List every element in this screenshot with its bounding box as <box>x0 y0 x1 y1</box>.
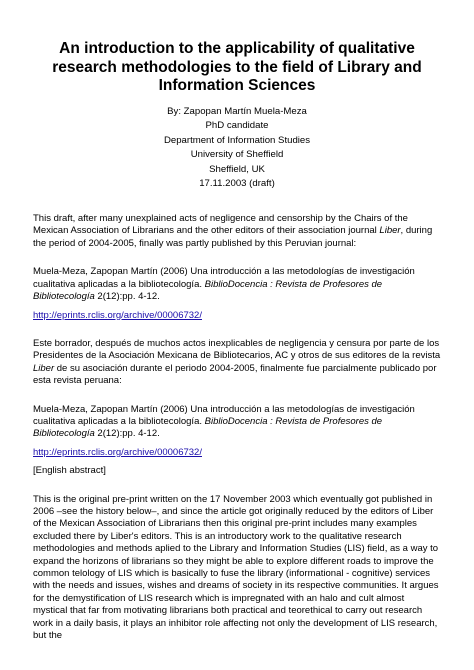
intro-en-journal: Liber <box>379 225 401 237</box>
location-line: Sheffield, UK <box>209 163 265 175</box>
abstract-tag: [English abstract] <box>33 465 106 477</box>
department-line: Department of Information Studies <box>163 134 311 146</box>
eprint-link-2[interactable]: http://eprints.rclis.org/archive/00006732/ <box>33 446 202 458</box>
intro-en-text-before: This draft, after many unexplained acts of negligence and censorship by the Chairs of the Mexican Association of Librarians and the other editors of their association journal <box>33 213 408 237</box>
role-line: PhD candidate <box>205 120 269 132</box>
citation-2-text: Muela-Meza, Zapopan Martín (2006) Una introducción a las metodologías de investigación cualitativa aplicadas a la bibliotecología. <box>33 403 415 427</box>
citation-2-volume: 2(12):pp. 4-12. <box>94 428 160 440</box>
citation-1 <box>33 266 441 303</box>
intro-es-text-before: Este borrador, después de muchos actos inexplicables de negligencia y censura por parte de los Presidentes de la Asociación Mexicana de Bibliotecarios, AC y otros de sus editores de la revista <box>33 337 441 362</box>
intro-en-text-after: , during the period of 2004-2005, finally was partly published by this Peruvian journal: <box>33 225 433 249</box>
citation-1-volume: 2(12):pp. 4-12. <box>94 291 160 303</box>
citation-1-text: Muela-Meza, Zapopan Martín (2006) Una introducción a las metodologías de investigación cualitativa aplicadas a la bibliotecología. <box>33 266 415 290</box>
intro-paragraph-es <box>33 338 441 388</box>
citation-1-journal: BiblioDocencia : Revista de Profesores de Bibliotecología <box>33 278 383 303</box>
author-line: By: Zapopan Martín Muela-Meza <box>167 105 307 117</box>
citation-2-journal: BiblioDocencia : Revista de Profesores de Bibliotecología <box>33 415 383 440</box>
intro-paragraph-en <box>33 213 441 250</box>
university-line: University of Sheffield <box>190 149 284 161</box>
intro-es-text-after: de su asociación durante el periodo 2004-2005, finalmente fue parcialmente publicado por esta revista peruana: <box>33 362 437 387</box>
document-title: An introduction to the applicability of qualitative research methodologies to the field of Library and Information Sciences <box>52 40 422 94</box>
byline <box>33 105 441 193</box>
date-line: 17.11.2003 (draft) <box>199 178 275 190</box>
intro-es-journal: Liber <box>33 362 55 374</box>
eprint-link-1[interactable]: http://eprints.rclis.org/archive/00006732/ <box>33 309 202 321</box>
abstract-paragraph: This is the original pre-print written on the 17 November 2003 which eventually got published in 2006 –see the history below–, and since the article got originally reduced by the editors of Liber of the Mexican Association of Librarians then this original pre-print includes many examples excluded there by Liber's editors. This is an introductory work to the qualitative research methodologies and methods aplied to the Library and Information Studies (LIS) field, as a way to expand the horizons of librarians so they might be able to explore different roads to improve the common telology of LIS which is basically to fuse the library (informational - cognitive) services with the needs and issues, wishes and dreams of society in its respective communities. It argues for the demystification of LIS research which is impregnated with an halo and cult almost mystical that far from motivating librarians both practical and teorethical to carry out research work in a daily basis, it plays an inhibitor role affecting not only the development of LIS research, but the <box>33 493 439 642</box>
citation-2 <box>33 404 441 441</box>
